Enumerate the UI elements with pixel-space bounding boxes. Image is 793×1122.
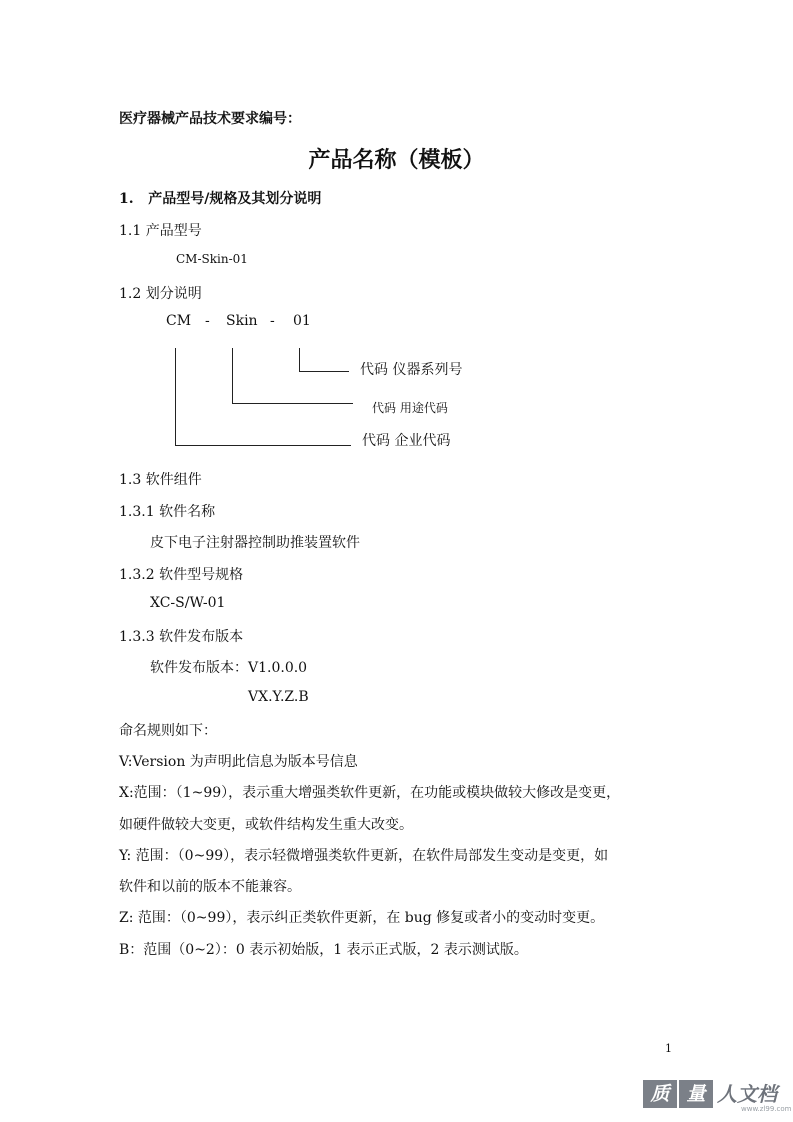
series-connector-vertical (299, 348, 300, 371)
naming-rule-b: B：范围（0~2）：0 表示初始版，1 表示正式版，2 表示测试版。 (119, 942, 528, 958)
watermark-url: www.zl99.com (741, 1105, 792, 1113)
software-name-value: 皮下电子注射器控制助推装置软件 (150, 535, 360, 551)
usage-code-label: 代码 用途代码 (372, 401, 448, 415)
watermark-box: 量 (679, 1080, 713, 1108)
site-watermark-logo (643, 1078, 792, 1114)
naming-rule-v: V:Version 为声明此信息为版本号信息 (119, 754, 358, 770)
code-separator: - (205, 313, 210, 329)
code-part-series: 01 (293, 313, 311, 329)
series-code-label: 代码 仪器系列号 (360, 362, 463, 378)
section-1-3-2-heading: 1.3.2 软件型号规格 (119, 567, 244, 583)
naming-rule-x: X:范围：（1~99），表示重大增强类软件更新，在功能或模块做较大修改是变更， (119, 785, 621, 801)
page-title: 产品名称（模板） (308, 147, 485, 173)
watermark-text: 人文档 (717, 1082, 777, 1106)
company-connector-horizontal (175, 445, 351, 446)
section-1-3-heading: 1.3 软件组件 (119, 472, 202, 488)
naming-rule-y: Y: 范围：（0~99），表示轻微增强类软件更新，在软件局部发生变动是变更，如 (119, 848, 609, 864)
watermark-box: 质 (643, 1080, 677, 1108)
page-number: 1 (665, 1042, 672, 1055)
version-format: VX.Y.Z.B (248, 689, 309, 705)
series-connector-horizontal (299, 371, 349, 372)
naming-rules-intro: 命名规则如下： (119, 723, 217, 739)
section-1-2-heading: 1.2 划分说明 (119, 286, 202, 302)
section-1-3-3-heading: 1.3.3 软件发布版本 (119, 629, 244, 645)
company-code-label: 代码 企业代码 (362, 433, 451, 449)
naming-rule-z: Z: 范围：（0~99），表示纠正类软件更新，在 bug 修复或者小的变动时变更。 (119, 910, 605, 926)
software-release-version: 软件发布版本：V1.0.0.0 (150, 660, 308, 676)
usage-connector-vertical (232, 348, 233, 403)
naming-rule-x-continued: 如硬件做较大变更，或软件结构发生重大改变。 (119, 817, 413, 833)
tech-requirement-number-label: 医疗器械产品技术要求编号： (119, 111, 301, 127)
product-model-value: CM-Skin-01 (176, 252, 248, 266)
section-1-heading: 1. 产品型号/规格及其划分说明 (119, 191, 322, 207)
usage-connector-horizontal (232, 403, 353, 404)
code-part-company: CM (166, 313, 192, 329)
section-1-3-1-heading: 1.3.1 软件名称 (119, 504, 216, 520)
naming-rule-y-continued: 软件和以前的版本不能兼容。 (119, 879, 301, 895)
software-model-value: XC-S/W-01 (150, 595, 226, 611)
code-separator: - (270, 313, 275, 329)
section-1-1-heading: 1.1 产品型号 (119, 223, 202, 239)
code-part-usage: Skin (226, 313, 258, 329)
company-connector-vertical (175, 348, 176, 445)
